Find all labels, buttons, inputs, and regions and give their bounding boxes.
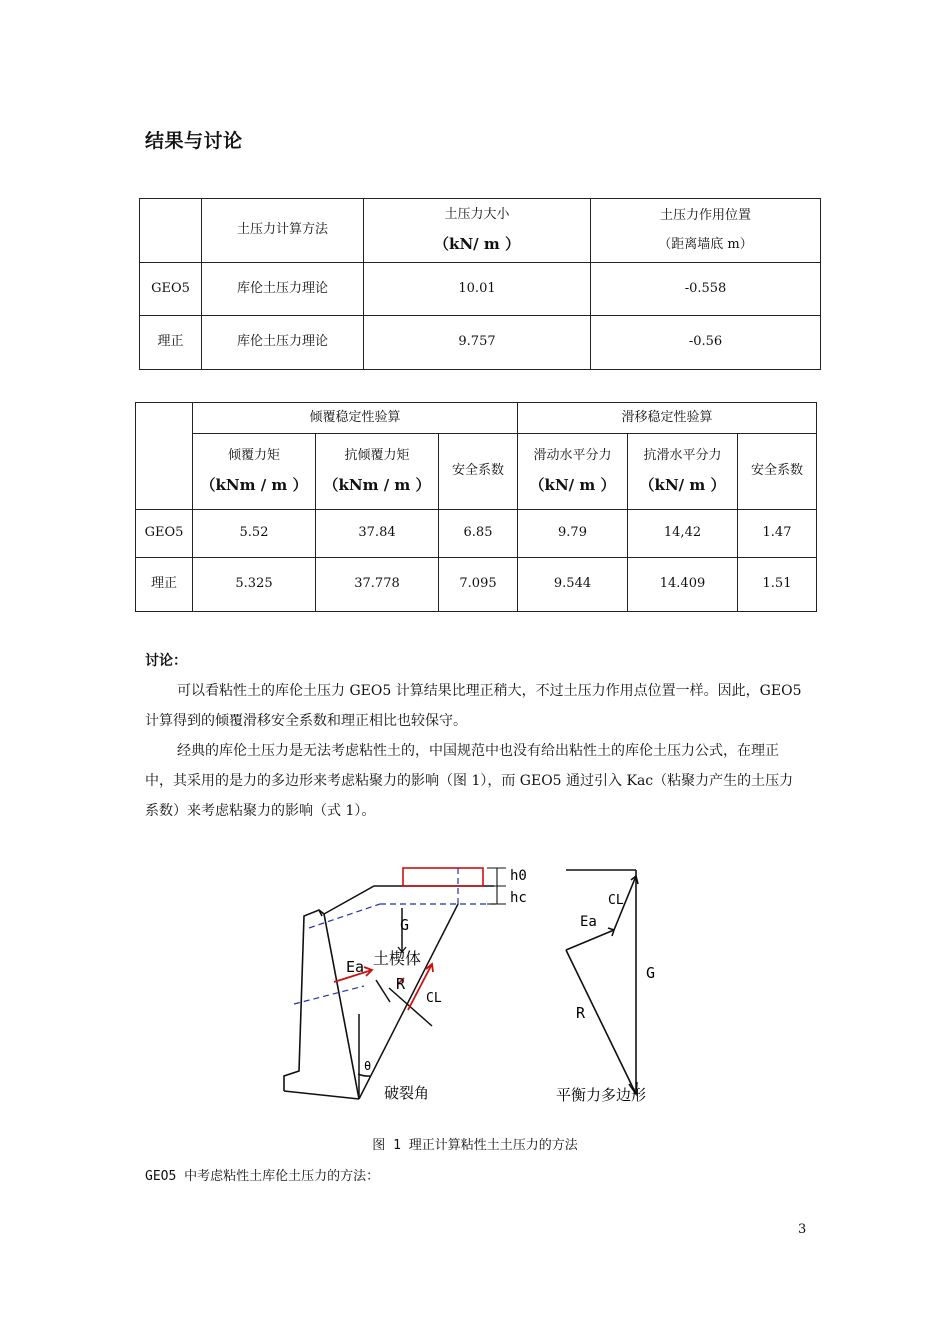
- table-row: [140, 263, 821, 316]
- table-cell: 5.325: [193, 558, 316, 612]
- table-cell: GEO5: [140, 263, 202, 316]
- table-header-cell: [364, 199, 591, 263]
- geo5-method-line: GEO5 中考虑粘性土库伦土压力的方法：: [145, 1169, 380, 1184]
- table-cell: 6.85: [439, 510, 518, 558]
- table-cell: 理正: [136, 558, 193, 612]
- table-cell: 1.51: [738, 558, 817, 612]
- header-line: 抗倾覆力矩: [344, 448, 410, 463]
- label-poly-r: R: [576, 1004, 586, 1022]
- table-cell: 37.84: [316, 510, 439, 558]
- table-cell: -0.558: [591, 263, 821, 316]
- table-row: [136, 510, 817, 558]
- label-polygon-title: 平衡力多边形: [556, 1086, 647, 1104]
- header-line: 滑动水平分力: [533, 448, 612, 463]
- table-cell: 9.757: [364, 316, 591, 370]
- table-cell: 14.409: [628, 558, 738, 612]
- table-header-cell: [518, 434, 628, 510]
- header-unit: （kNm / m ）: [200, 476, 308, 495]
- table-row: [136, 558, 817, 612]
- label-poly-g: G: [646, 964, 656, 982]
- label-g: G: [400, 916, 410, 934]
- discussion-paragraph-2: 经典的库伦土压力是无法考虑粘性土的，中国规范中也没有给出粘性土的库伦土压力公式，在理正中，其采用的是力的多边形来考虑粘聚力的影响（图 1），而 GEO5 通过引入 Kac（粘聚力产生的土压力系数）来考虑粘聚力的影响（式 1）。: [145, 743, 794, 819]
- table-header-row: [140, 199, 821, 263]
- sliding-group-header: 滑移稳定性验算: [518, 403, 817, 434]
- header-unit: （距离墙底 m）: [658, 236, 753, 252]
- table-header-cell: [591, 199, 821, 263]
- figure-1-diagram: [274, 846, 684, 1121]
- label-cl: CL: [426, 991, 442, 1006]
- page-number: 3: [798, 1222, 807, 1237]
- label-crack-angle: 破裂角: [384, 1084, 430, 1102]
- table-header-cell: [136, 403, 193, 510]
- table-cell: 7.095: [439, 558, 518, 612]
- label-soil-wedge: 土楔体: [373, 949, 422, 968]
- table-group-row: [136, 403, 817, 434]
- table-cell: 库伦土压力理论: [202, 316, 364, 370]
- table-header-cell: 土压力计算方法: [202, 199, 364, 263]
- label-r: R: [396, 975, 406, 993]
- table-cell: 9.544: [518, 558, 628, 612]
- overturning-group-header: 倾覆稳定性验算: [193, 403, 518, 434]
- section-heading: 结果与讨论: [145, 130, 243, 152]
- label-theta: θ: [364, 1059, 372, 1073]
- header-line: 土压力大小: [444, 207, 510, 222]
- table-cell: 10.01: [364, 263, 591, 316]
- table-cell: 9.79: [518, 510, 628, 558]
- header-line: 土压力作用位置: [659, 208, 751, 224]
- earth-pressure-table: [139, 198, 821, 370]
- table-header-cell: [628, 434, 738, 510]
- table-cell: 5.52: [193, 510, 316, 558]
- header-unit: （kN/ m ）: [639, 476, 726, 495]
- header-line: 倾覆力矩: [227, 448, 280, 463]
- table-header-cell: [193, 434, 316, 510]
- header-unit: （kN/ m ）: [434, 235, 520, 254]
- label-poly-ea: Ea: [580, 914, 597, 930]
- table-header-cell: [316, 434, 439, 510]
- figure-caption: 图 1 理正计算粘性土土压力的方法: [372, 1138, 578, 1153]
- header-unit: （kNm / m ）: [323, 476, 431, 495]
- label-ea: Ea: [346, 958, 365, 976]
- table-cell: 库伦土压力理论: [202, 263, 364, 316]
- table-header-cell: [140, 199, 202, 263]
- label-poly-cl: CL: [608, 893, 624, 908]
- label-h0: h0: [510, 868, 527, 884]
- table-header-row: [136, 434, 817, 510]
- discussion-title: 讨论：: [145, 653, 187, 669]
- stability-table: [135, 402, 817, 612]
- table-cell: GEO5: [136, 510, 193, 558]
- label-hc: hc: [510, 890, 527, 906]
- table-cell: 37.778: [316, 558, 439, 612]
- discussion-paragraph-1: 可以看粘性土的库伦土压力 GEO5 计算结果比理正稍大，不过土压力作用点位置一样。因此，GEO5 计算得到的倾覆滑移安全系数和理正相比也较保守。: [145, 683, 802, 729]
- table-cell: 理正: [140, 316, 202, 370]
- table-header-cell: 安全系数: [738, 434, 817, 510]
- table-header-cell: 安全系数: [439, 434, 518, 510]
- table-cell: 1.47: [738, 510, 817, 558]
- header-unit: （kN/ m ）: [529, 476, 616, 495]
- header-line: 抗滑水平分力: [643, 448, 722, 463]
- table-row: [140, 316, 821, 370]
- table-cell: -0.56: [591, 316, 821, 370]
- table-cell: 14,42: [628, 510, 738, 558]
